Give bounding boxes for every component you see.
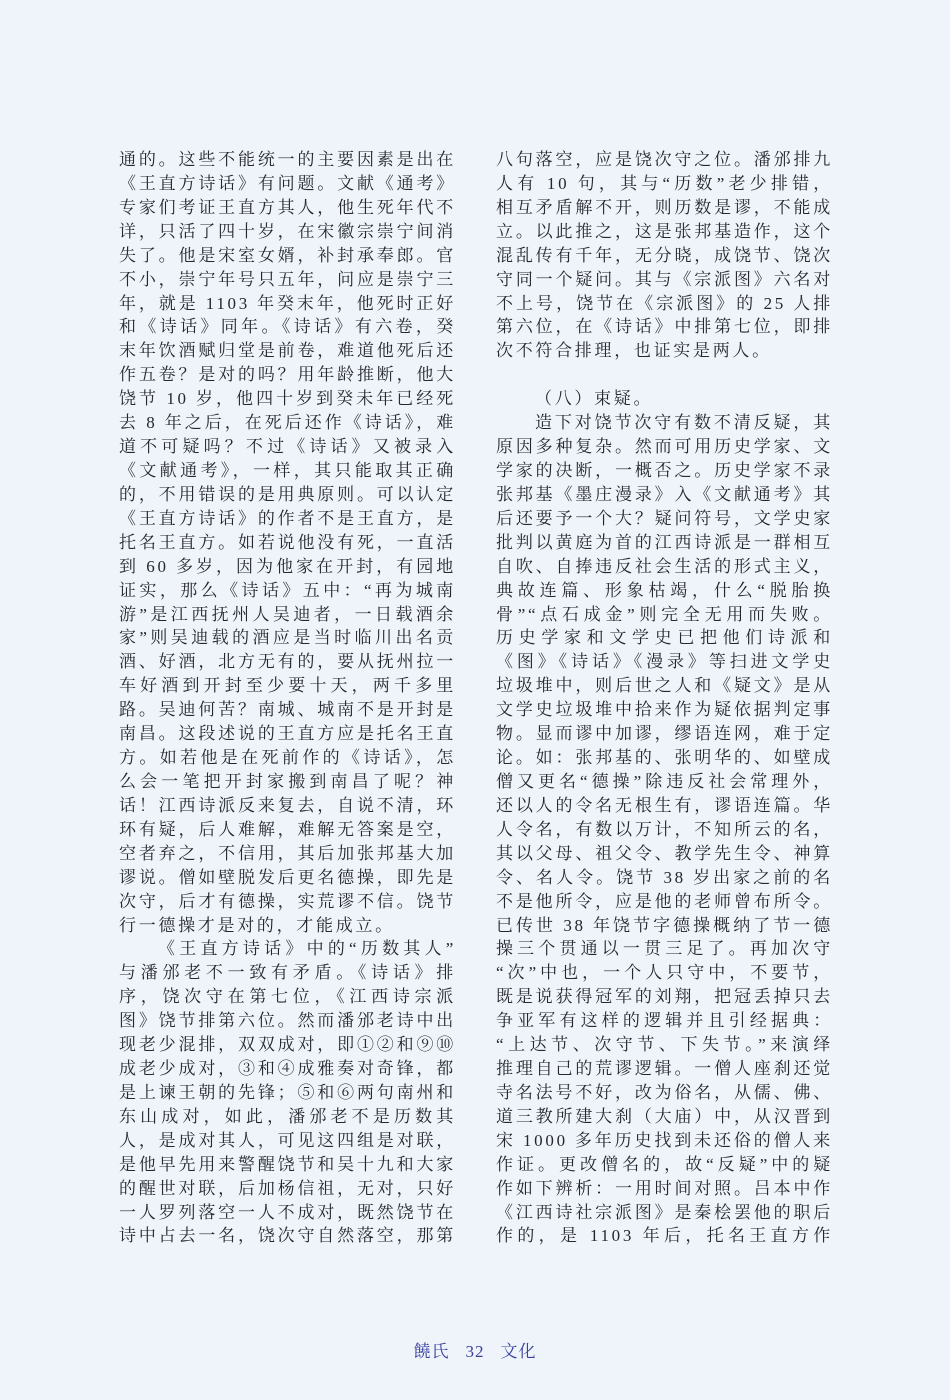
- text-line: 一人罗列落空一人不成对，既然饶节在: [119, 1202, 456, 1222]
- text-line: 道三教所建大刹（大庙）中，从汉晋到: [496, 1106, 833, 1126]
- text-line: 作五卷？是对的吗？用年龄推断，他大: [119, 365, 456, 385]
- text-line: 文学史垃圾堆中拾来作为疑依据判定事: [496, 700, 833, 720]
- text-line: 自吹、自捧违反社会生活的形式主义，: [496, 556, 833, 576]
- text-line: 论。如：张邦基的、张明华的、如壁成: [496, 748, 833, 768]
- text-line: 空者弃之，不信用，其后加张邦基大加: [119, 843, 456, 863]
- text-line: 《图》《诗话》《漫录》等扫进文学史: [496, 652, 833, 672]
- text-line: “次”中也，一个人只守中，不要节，: [496, 963, 833, 983]
- text-line: 详，只活了四十岁，在宋徽宗崇宁间消: [119, 221, 456, 241]
- text-line: 第六位，在《诗话》中排第七位，即排: [496, 317, 833, 337]
- text-line: 人，是成对其人，可见这四组是对联，: [119, 1130, 456, 1150]
- text-line: 立。以此推之，这是张邦基造作，这个: [496, 221, 833, 241]
- text-line: 守同一个疑问。其与《宗派图》六名对: [496, 269, 833, 289]
- footer-section-title: 文化: [500, 1342, 537, 1361]
- text-line: 酒、好酒，北方无有的，要从抚州拉一: [119, 652, 456, 672]
- text-line: 原因多种复杂。然而可用历史学家、文: [496, 437, 833, 457]
- text-line: 不是他所令，应是他的老师曾布所令。: [496, 891, 833, 911]
- text-line: 已传世 38 年饶节字德操概纳了节一德: [496, 915, 833, 935]
- text-line: 年，就是 1103 年癸末年，他死时正好: [119, 293, 456, 313]
- text-line: 相互矛盾解不开，则历数是谬，不能成: [496, 197, 833, 217]
- text-line: 宋 1000 多年历史找到未还俗的僧人来: [496, 1130, 833, 1150]
- text-line: 么会一笔把开封家搬到南昌了呢？神: [119, 771, 456, 791]
- text-line: 《文献通考》，一样，其只能取其正确: [119, 460, 456, 480]
- blank-line: [496, 363, 833, 387]
- text-line: 通的。这些不能统一的主要因素是出在: [119, 150, 456, 169]
- text-line: 成老少成对，③和④成雅奏对奇锋，都: [119, 1059, 456, 1079]
- text-line: 学家的决断，一概否之。历史学家不录: [496, 460, 833, 480]
- text-line: 和《诗话》同年。《诗话》有六卷，癸: [119, 317, 456, 337]
- text-line: 专家们考证王直方其人，他生死年代不: [119, 197, 456, 217]
- text-line: 造下对饶节次守有数不清反疑，其: [535, 413, 833, 433]
- text-line: 作如下辨析：一用时间对照。吕本中作: [496, 1178, 833, 1198]
- text-line: 《王直方诗话》中的“历数其人”: [158, 939, 456, 959]
- right-text-column: [496, 148, 833, 1248]
- text-line: 不上号，饶节在《宗派图》的 25 人排: [496, 293, 833, 313]
- text-line: 道不可疑吗？不过《诗话》又被录入: [119, 437, 456, 457]
- text-line: 去 8 年之后，在死后还作《诗话》，难: [119, 413, 456, 433]
- text-line: 寺名法号不好，改为俗名，从儒、佛、: [496, 1082, 833, 1102]
- text-line: 作证。更改僧名的，故“反疑”中的疑: [496, 1154, 833, 1174]
- text-line: 人有 10 句，其与“历数”老少排错，: [496, 173, 833, 193]
- text-line: 家”则吴迪载的酒应是当时临川出名贡: [119, 628, 456, 648]
- left-text-column: [119, 148, 456, 1248]
- footer-page-number: 32: [465, 1342, 485, 1361]
- text-line: 失了。他是宋室女婿，补封承奉郎。官: [119, 245, 456, 265]
- text-line: 《王直方诗话》有问题。文献《通考》: [119, 173, 456, 193]
- text-line: 饶节 10 岁，他四十岁到癸未年已经死: [119, 389, 456, 409]
- text-line: 游”是江西抚州人吴迪者，一日载酒余: [119, 604, 456, 624]
- text-line: 环有疑，后人难解，难解无答案是空，: [119, 819, 456, 839]
- text-line: 令、名人令。饶节 38 岁出家之前的名: [496, 867, 833, 887]
- text-line: 《江西诗社宗派图》是秦桧罢他的职后: [496, 1202, 833, 1222]
- text-line: 物。显而谬中加谬，缪语连网，难于定: [496, 724, 833, 744]
- text-line: 话！江西诗派反来复去，自说不清，环: [119, 795, 456, 815]
- text-line: 谬说。僧如壁脱发后更名德操，即先是: [119, 867, 456, 887]
- text-line: 现老少混排，双双成对，即①②和⑨⑩: [119, 1035, 456, 1055]
- text-line: 推理自己的荒谬逻辑。一僧人座刹还觉: [496, 1059, 833, 1079]
- text-line: 是上谏王朝的先锋；⑤和⑥两句南州和: [119, 1082, 456, 1102]
- text-line: 路。吴迪何苦？南城、城南不是开封是: [119, 700, 456, 720]
- text-line: 次不符合排理，也证实是两人。: [496, 341, 772, 361]
- text-line: 典故连篇、形象枯竭，什么“脱胎换: [496, 580, 833, 600]
- text-line: 僧又更名“德操”除违反社会常理外，: [496, 771, 833, 791]
- text-line: 既是说获得冠军的刘翔，把冠丢掉只去: [496, 987, 833, 1007]
- text-line: 骨”“点石成金”则完全无用而失败。: [496, 604, 833, 624]
- text-line: 历史学家和文学史已把他们诗派和: [496, 628, 833, 648]
- text-line: 的醒世对联，后加杨信祖，无对，只好: [119, 1178, 456, 1198]
- text-line: 是他早先用来警醒饶节和吴十九和大家: [119, 1154, 456, 1174]
- text-line: 序，饶次守在第七位，《江西诗宗派: [119, 987, 456, 1007]
- text-line: 张邦基《墨庄漫录》入《文献通考》其: [496, 484, 833, 504]
- text-line: 后还要予一个大？疑问符号，文学史家: [496, 508, 833, 528]
- text-line: 操三个贯通以一贯三足了。再加次守: [496, 939, 833, 959]
- text-line: 八句落空，应是饶次守之位。潘邠排九: [496, 150, 833, 169]
- text-line: 次守，后才有德操，实荒谬不信。饶节: [119, 891, 456, 911]
- text-line: 不小，崇宁年号只五年，问应是崇宁三: [119, 269, 456, 289]
- text-line: 末年饮酒赋归堂是前卷，难道他死后还: [119, 341, 456, 361]
- text-line: 图》饶节排第六位。然而潘邠老诗中出: [119, 1011, 456, 1031]
- text-line: 诗中占去一名，饶次守自然落空，那第: [119, 1226, 456, 1246]
- text-line: 与潘邠老不一致有矛盾。《诗话》排: [119, 963, 456, 983]
- text-line: 混乱传有千年，无分晓，成饶节、饶次: [496, 245, 833, 265]
- text-line: “上达节、次守节、下失节。”来演绎: [496, 1035, 833, 1055]
- text-line: 垃圾堆中，则后世之人和《疑文》是从: [496, 676, 833, 696]
- section-heading: （八）束疑。: [535, 389, 654, 409]
- page-footer: [0, 1337, 950, 1362]
- text-line: 到 60 多岁，因为他家在开封，有园地: [119, 556, 456, 576]
- text-line: 还以人的令名无根生有，谬语连篇。华: [496, 795, 833, 815]
- text-line: 托名王直方。如若说他没有死，一直活: [119, 532, 456, 552]
- text-line: 争亚军有这样的逻辑并且引经据典：: [496, 1011, 833, 1031]
- text-line: 《王直方诗话》的作者不是王直方，是: [119, 508, 456, 528]
- text-line: 证实，那么《诗话》五中：“再为城南: [119, 580, 456, 600]
- text-line: 批判以黄庭为首的江西诗派是一群相互: [496, 532, 833, 552]
- text-line: 方。如若他是在死前作的《诗话》，怎: [119, 748, 456, 768]
- text-line: 人令名，有数以万计，不知所云的名，: [496, 819, 833, 839]
- text-line: 的，不用错误的是用典原则。可以认定: [119, 484, 456, 504]
- footer-family-name: 饒氏: [413, 1342, 450, 1361]
- text-line: 行一德操才是对的，才能成立。: [119, 915, 395, 935]
- text-line: 车好酒到开封至少要十天，两千多里: [119, 676, 456, 696]
- text-line: 南昌。这段述说的王直方应是托名王直: [119, 724, 456, 744]
- text-line: 东山成对，如此，潘邠老不是历数其: [119, 1106, 456, 1126]
- text-line: 其以父母、祖父令、教学先生令、神算: [496, 843, 833, 863]
- text-line: 作的，是 1103 年后，托名王直方作: [496, 1226, 833, 1246]
